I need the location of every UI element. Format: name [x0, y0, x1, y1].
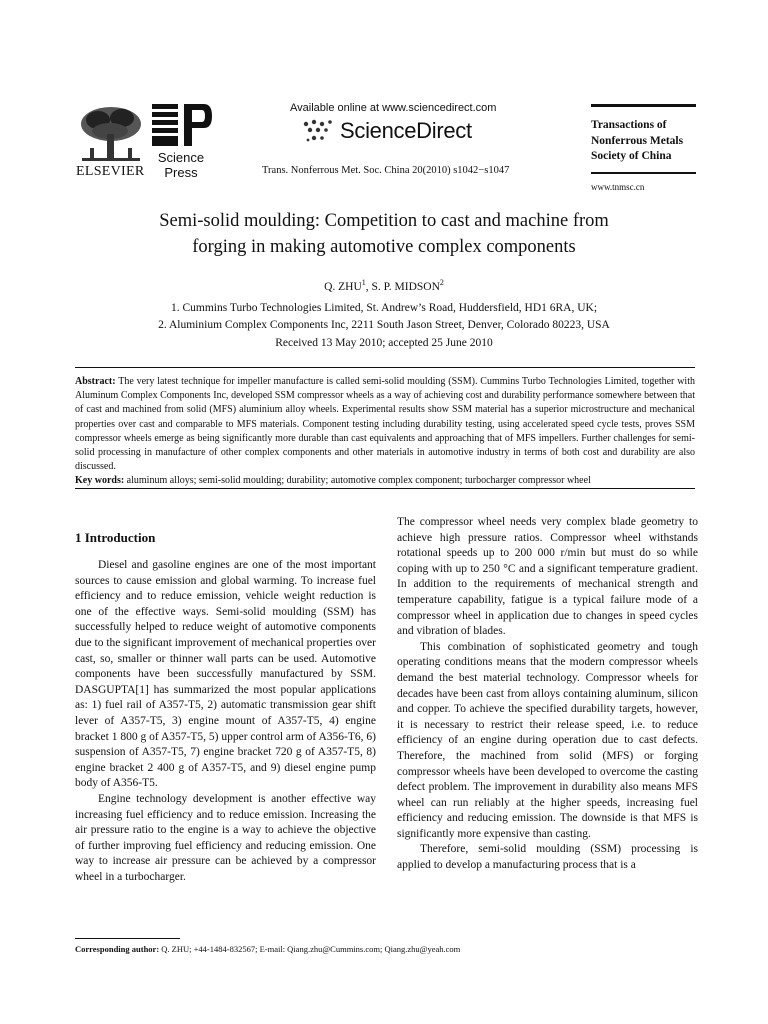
science-press-text: Science Press: [157, 150, 205, 180]
journal-title: Transactions of Nonferrous Metals Society of China: [591, 119, 684, 162]
affiliations: 1. Cummins Turbo Technologies Limited, St. Andrew’s Road, Huddersfield, HD1 6RA, UK; 2. Aluminium Complex Components Inc, 2211 South Jason Street, Denver, Colorado 80223, USA: [158, 302, 610, 331]
available-online-text: Available online at www.sciencedirect.com: [290, 102, 497, 114]
paragraph: Engine technology development is another effective way increasing fuel efficiency and to reduce emission. Increasing the air pressure ratio to the engine is a way to achieve the objective of further improving fuel efficiency and reducing emission. One way to increase air pressure can be achieved by a compressor wheel in a turbocharger.: [75, 792, 376, 883]
right-column: [397, 515, 698, 874]
sciencedirect-wordmark: ScienceDirect: [340, 118, 472, 143]
footnote-rule: [75, 938, 180, 939]
journal-title-top-rule: [591, 104, 696, 107]
left-column: [75, 558, 376, 885]
paragraph: The compressor wheel needs very complex blade geometry to achieve high pressure ratios. Compressor wheel withstands rotational speeds up to 200 000 r/min but must do so while coping with up to 250 °C and a significant temperature gradient. In addition to the requirements of mechanical strength and temperature capability, fatigue is a typical failure mode of a compressor wheel in application due to changes in speed cycles and vibration of blades.: [397, 516, 698, 638]
authors: Q. ZHU$^1$, S. P. MIDSON$^2$: [324, 278, 444, 293]
journal-citation: Trans. Nonferrous Met. Soc. China 20(2010) s1042−s1047: [262, 165, 510, 176]
corresponding-author-footnote: Corresponding author: Q. ZHU; +44-1484-832567; E-mail: Qiang.zhu@Cummins.com; Qiang.zhu@yeah.com: [75, 944, 461, 954]
abstract: Abstract: The very latest technique for impeller manufacture is called semi-solid moulding (SSM). Cummins Turbo Technologies Limited, together with Aluminum Complex Components Inc, developed SSM compressor wheels as a way of achieving cost and durability performance somewhere between that of cast and machined from solid (MFS) aluminium alloy wheels. Experimental results show SSM material has a superior microstructure and mechanical properties over cast and comparable to MFS materials. Component testing including durability testing, using accelerated speed cycle tests, proves SSM compressor wheels emerge as being significantly more durable than cast equivalents and approaching that of MFS impellers. Further challenges for semi-solid processing in manufacture of other complex components and other materials in automotive industry in terms of both cost and durability are also discussed. Key words: aluminum alloys; semi-solid moulding; durability; automotive complex component; turbocharger compressor wheel: [75, 376, 695, 487]
elsevier-wordmark: ELSEVIER: [76, 164, 145, 179]
elsevier-tree-logo: [76, 104, 146, 164]
paragraph: Therefore, semi-solid moulding (SSM) processing is applied to develop a manufacturing process that is a: [397, 843, 698, 872]
abstract-top-rule: [75, 367, 695, 368]
science-press-logo: [150, 102, 214, 150]
abstract-bottom-rule: [75, 488, 695, 489]
received-dates: Received 13 May 2010; accepted 25 June 2010: [275, 337, 493, 349]
paragraph: This combination of sophisticated geometry and tough operating conditions means that the modern compressor wheels demand the best material technology. Compressor wheels for decades have been cast from alloys containing aluminum, silicon and copper. To achieve the specified durability targets, however, it is necessary to restrict their release speed, i.e. to reduce efficiency of an engine during operation due to cast defects. Therefore, the machined from solid (MFS) or forging compressor wheels have been developed to overcome the casting defect problem. The improvement in durability also means MFS wheel can run reliably at the higher speeds, increasing fuel efficiency and reducing emission. The downside is that MFS is significantly more expensive than casting.: [397, 640, 698, 840]
journal-title-bottom-rule: [591, 172, 696, 174]
sciencedirect-dots-logo: [300, 118, 340, 146]
paper-title: Semi-solid moulding: Competition to cast and machine from forging in making automotive complex components: [159, 211, 609, 257]
section-heading: 1 Introduction: [75, 530, 156, 545]
paragraph: Diesel and gasoline engines are one of the most important sources to cause emission and global warming. To increase fuel efficiency and to reduce emission, vehicle weight reduction is one of the effective ways. Semi-solid moulding (SSM) has successfully helped to reduce weight of automotive components due to the significant improvement of mechanical properties over cast, so, smaller or thinner wall parts can be used. Automotive components have been successfully manufactured by SSM. DASGUPTA[1] has summarized the most popular applications as: 1) fuel rail of A357-T5, 2) automatic transmission gear shift lever of A357-T5, 3) engine mount of A357-T5, 4) engine bracket 1 800 g of A357-T5, 5) upper control arm of A356-T6, 6) suspension of A357-T5, 7) engine bracket 720 g of A357-T5, 8) engine bracket 2 400 g of A357-T5, and 9) diesel engine pump body of A356-T5.: [75, 559, 376, 790]
journal-url: www.tnmsc.cn: [591, 182, 645, 192]
